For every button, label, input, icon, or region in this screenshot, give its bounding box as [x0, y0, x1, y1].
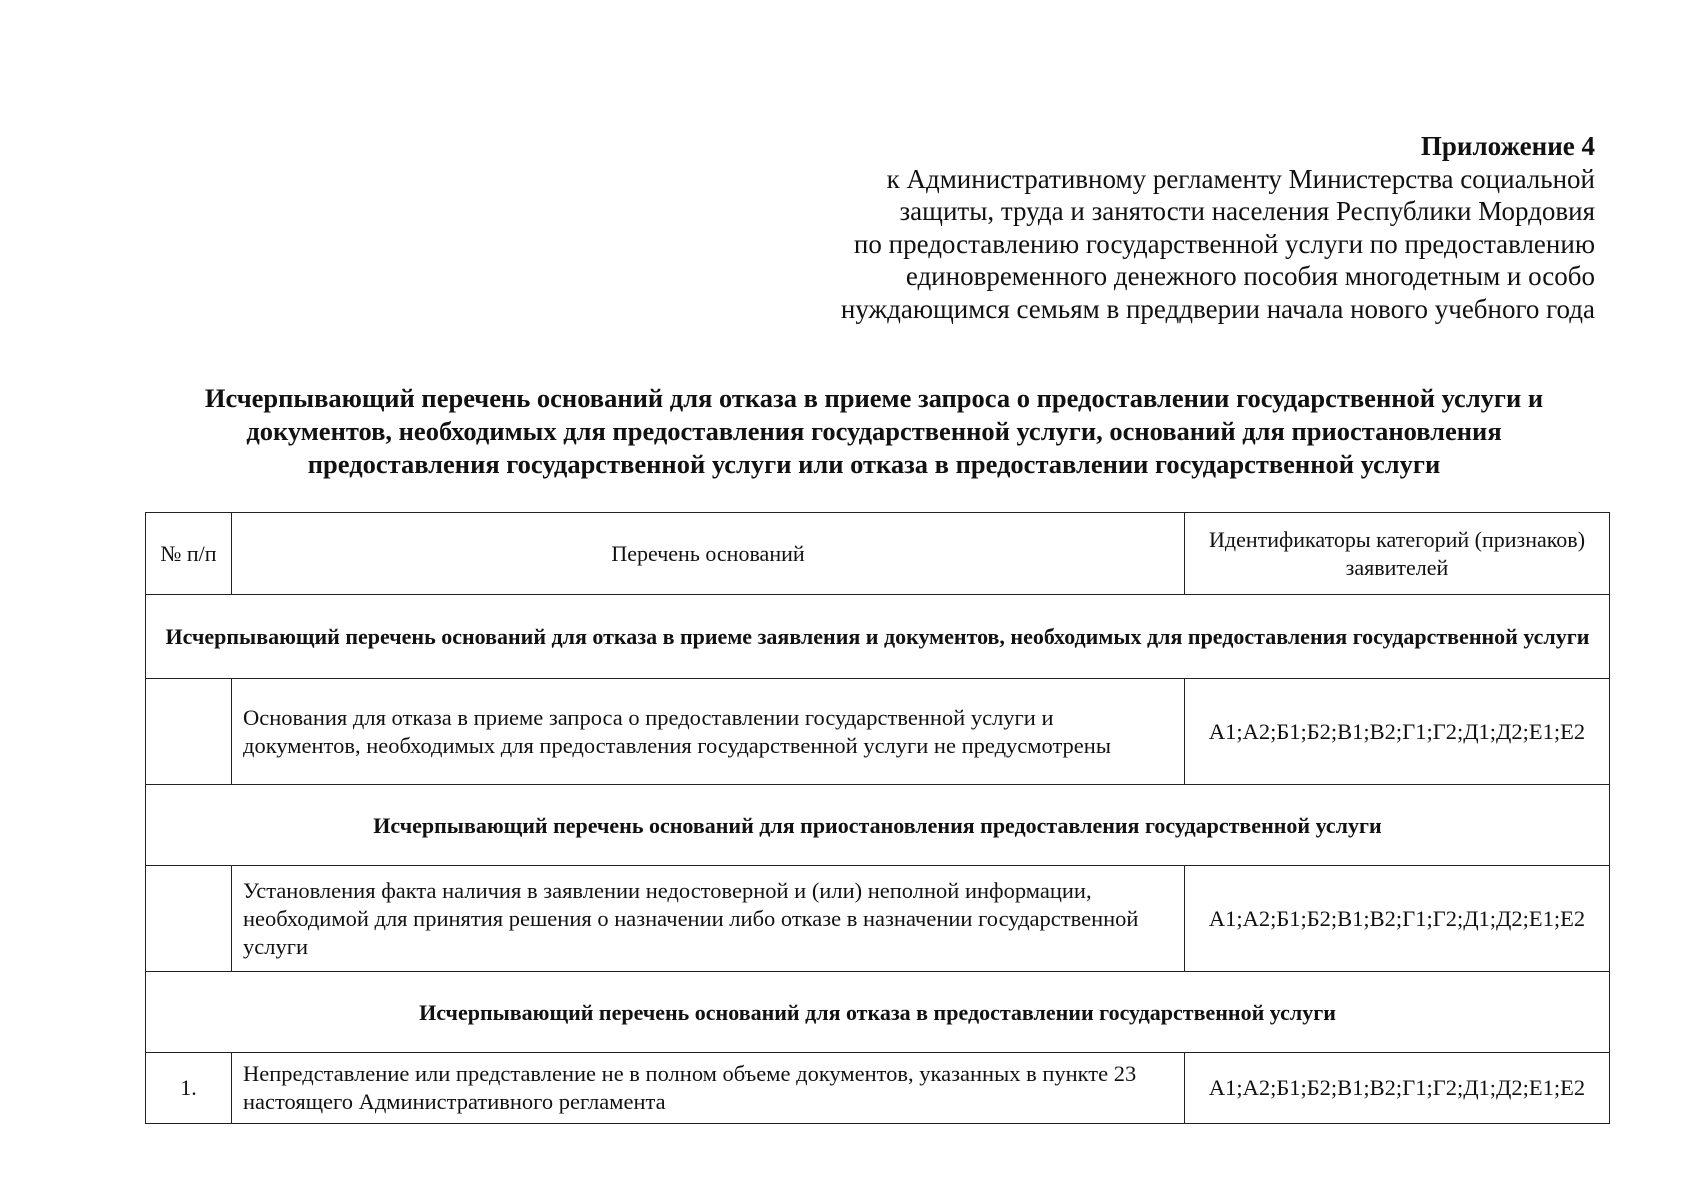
document-title-line: документов, необходимых для предоставления государственной услуги, оснований для приостановления	[246, 416, 1502, 446]
row-identifiers: А1;А2;Б1;Б2;В1;В2;Г1;Г2;Д1;Д2;Е1;Е2	[1185, 1053, 1610, 1124]
appendix-line: к Административному регламенту Министерства социальной	[886, 163, 1595, 194]
table-row	[146, 679, 1610, 785]
header-identifiers: Идентификаторы категорий (признаков) заявителей	[1185, 513, 1610, 595]
row-grounds-text: Основания для отказа в приеме запроса о предоставлении государственной услуги и документов, необходимых для предоставления государственной услуги не предусмотрены	[232, 679, 1185, 785]
appendix-header	[695, 130, 1595, 325]
row-number: 1.	[146, 1053, 232, 1124]
table-header-row	[146, 513, 1610, 595]
row-identifiers: А1;А2;Б1;Б2;В1;В2;Г1;Г2;Д1;Д2;Е1;Е2	[1185, 679, 1610, 785]
section-title-refusal-acceptance: Исчерпывающий перечень оснований для отказа в приеме заявления и документов, необходимых для предоставления государственной услуги	[146, 595, 1610, 679]
row-grounds-text: Непредставление или представление не в полном объеме документов, указанных в пункте 23 настоящего Административного регламента	[232, 1053, 1185, 1124]
section-header-row	[146, 972, 1610, 1053]
grounds-table	[145, 512, 1610, 1124]
section-title-refusal-provision: Исчерпывающий перечень оснований для отказа в предоставлении государственной услуги	[146, 972, 1610, 1053]
appendix-line: единовременного денежного пособия многодетным и особо	[905, 261, 1595, 291]
table-row	[146, 1053, 1610, 1124]
appendix-line: защиты, труда и занятости населения Республики Мордовия	[899, 196, 1595, 226]
row-identifiers: А1;А2;Б1;Б2;В1;В2;Г1;Г2;Д1;Д2;Е1;Е2	[1185, 866, 1610, 972]
appendix-line: нуждающимся семьям в преддверии начала нового учебного года	[840, 293, 1595, 324]
document-title-line: предоставления государственной услуги или отказа в предоставлении государственной услуги	[307, 449, 1441, 479]
section-title-suspension: Исчерпывающий перечень оснований для приостановления предоставления государственной услуги	[146, 785, 1610, 866]
header-number: № п/п	[146, 513, 232, 595]
section-header-row	[146, 785, 1610, 866]
document-title-line: Исчерпывающий перечень оснований для отказа в приеме запроса о предоставлении государственной услуги и	[204, 383, 1544, 413]
row-grounds-text: Установления факта наличия в заявлении недостоверной и (или) неполной информации, необходимой для принятия решения о назначении либо отказе в назначении государственной услуги	[232, 866, 1185, 972]
row-number	[146, 679, 232, 785]
header-grounds: Перечень оснований	[232, 513, 1185, 595]
appendix-line: по предоставлению государственной услуги по предоставлению	[853, 228, 1595, 259]
table-row	[146, 866, 1610, 972]
row-number	[146, 866, 232, 972]
document-title	[140, 382, 1608, 481]
section-header-row	[146, 595, 1610, 679]
appendix-title: Приложение 4	[1420, 131, 1595, 161]
